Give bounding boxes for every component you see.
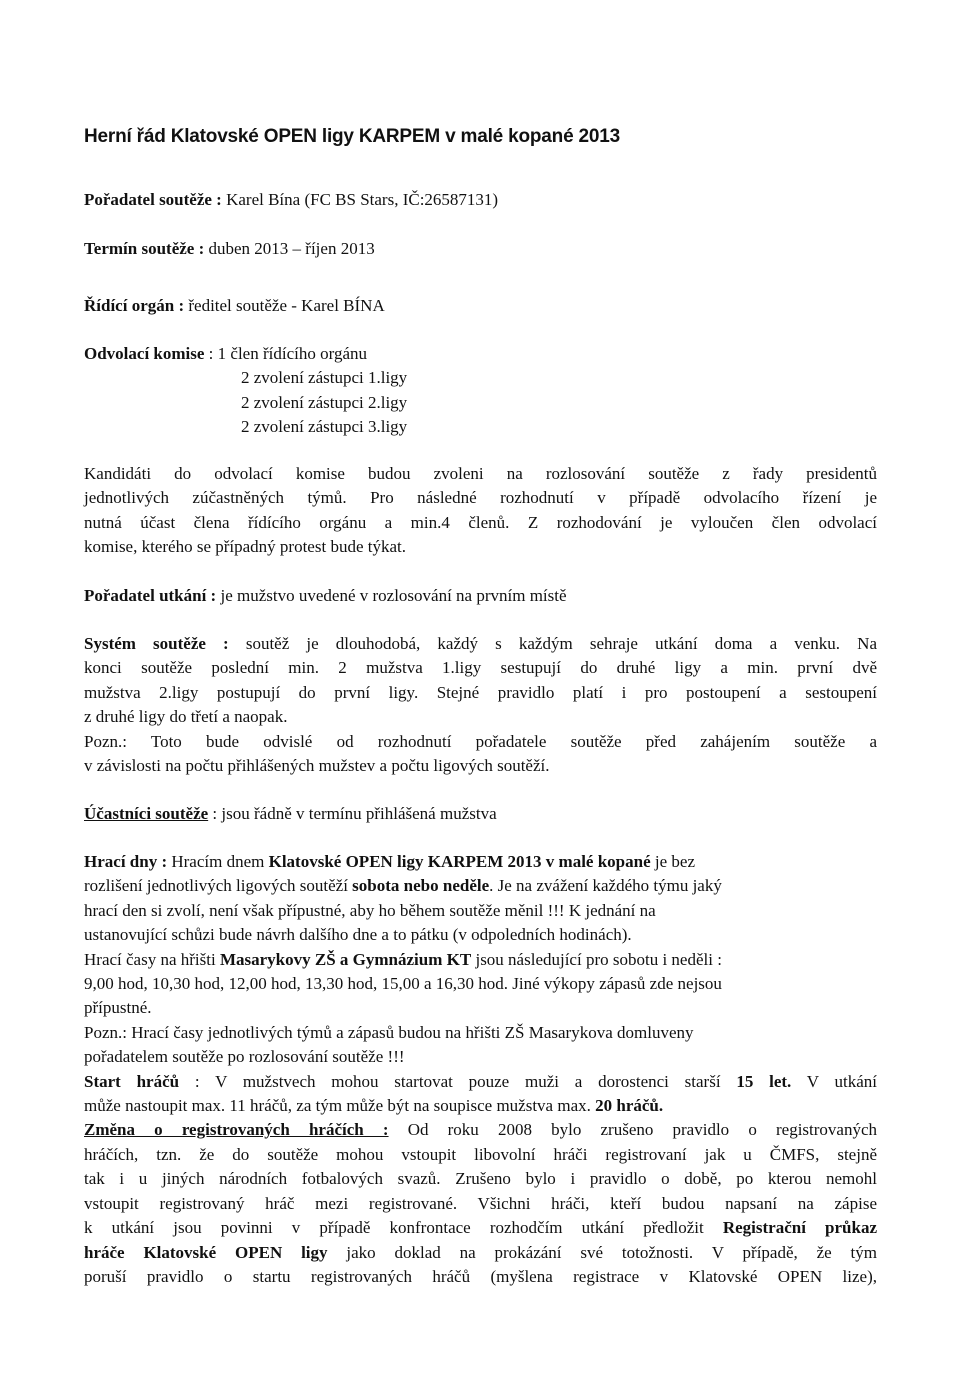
play-times-text: jsou následující pro sobotu i neděli :: [471, 949, 722, 969]
players-max: 20 hráčů.: [595, 1096, 664, 1116]
registered-text: k utkání jsou povinni v případě konfrontace rozhodčím utkání předložit: [84, 1218, 723, 1238]
registration-card: Registrační průkaz: [722, 1218, 878, 1238]
term-line: [84, 237, 877, 261]
play-days-text: . Je na zvážení každého týmu jaký: [489, 876, 722, 896]
paragraph-line: jednotlivých zúčastněných týmů. Pro následné rozhodnutí v případě odvolacího řízení je: [84, 488, 877, 508]
paragraph-line: konci soutěže poslední min. 2 mužstva 1.ligy sestupují do druhé ligy a min. první dvě: [84, 658, 877, 678]
play-days-bold: sobota nebo neděle: [352, 876, 490, 896]
play-days-text: Hracím dnem: [167, 852, 269, 871]
match-organizer-line: [84, 584, 877, 608]
paragraph-line: z druhé ligy do třetí a naopak.: [84, 707, 288, 727]
participants-line: [84, 802, 877, 826]
paragraph-line: hrací den si zvolí, není však přípustné, aby ho během soutěže měnil !!! K jednání na: [84, 900, 656, 920]
governing-body-line: [84, 294, 877, 318]
governing-body-value: ředitel soutěže - Karel BÍNA: [184, 296, 385, 315]
league-name: Klatovské OPEN ligy KARPEM 2013 v malé kopané: [268, 852, 651, 871]
system-text: soutěž je dlouhodobá, každý s každým sehraje utkání doma a venku. Na: [228, 634, 878, 653]
organizer-label: Pořadatel soutěže :: [84, 190, 222, 209]
paragraph-line: komise, kterého se případný protest bude týkat.: [84, 537, 406, 557]
appeals-value: : 1 člen řídícího orgánu: [204, 344, 367, 363]
venue-name: Gymnázium KT: [352, 949, 472, 969]
appeals-rep: 2 zvolení zástupci 1.ligy: [241, 368, 408, 388]
appeals-rep: 2 zvolení zástupci 2.ligy: [241, 392, 408, 412]
governing-body-label: Řídící orgán :: [84, 296, 185, 315]
paragraph-line: ustanovující schůzi bude návrh dalšího dne a to pátku (v odpoledních hodinách).: [84, 925, 632, 945]
play-days-label: Hrací dny :: [84, 852, 168, 871]
registered-label: Změna o registrovaných hráčích :: [84, 1120, 389, 1140]
paragraph-line: Kandidáti do odvolací komise budou zvoleni na rozlosování soutěže z řady presidentů: [84, 464, 877, 483]
term-label: Termín soutěže :: [84, 239, 205, 258]
system-label: Systém soutěže :: [84, 634, 229, 653]
system-section: [84, 632, 877, 778]
note-line: v závislosti na počtu přihlášených mužstev a počtu ligových soutěží.: [84, 756, 550, 776]
document-title: Herní řád Klatovské OPEN ligy KARPEM v malé kopané 2013: [84, 126, 620, 147]
appeals-label: Odvolací komise: [84, 344, 205, 363]
registered-text: Od roku 2008 bylo zrušeno pravidlo o registrovaných: [388, 1120, 878, 1140]
players-start-text: : V mužstvech mohou startovat pouze muži a dorostenci starší: [179, 1071, 737, 1091]
players-age: 15 let.: [736, 1071, 792, 1091]
match-organizer-value: je mužstvo uvedené v rozlosování na prvním místě: [216, 586, 567, 605]
registered-text: jako doklad na prokázání své totožnosti. V případě, že tým: [327, 1242, 877, 1262]
players-start-label: Start hráčů: [84, 1071, 180, 1091]
paragraph-line: mužstva 2.ligy postupují do první ligy. Stejné pravidlo platí i pro postoupení a sestoupení: [84, 682, 877, 702]
venue-name: Masarykovy ZŠ a: [219, 949, 349, 969]
paragraph-line: nutná účast člena řídícího orgánu a min.4 členů. Z rozhodování je vyloučen člen odvolací: [84, 512, 877, 532]
organizer-value: Karel Bína (FC BS Stars, IČ:26587131): [221, 190, 499, 209]
paragraph-line: poruší pravidlo o startu registrovaných hráčů (myšlena registrace v Klatovské OPEN lize),: [84, 1266, 877, 1286]
paragraph-line: pořadatelem soutěže po rozlosování soutěže !!!: [84, 1047, 405, 1067]
match-organizer-label: Pořadatel utkání :: [84, 586, 217, 605]
participants-value: : jsou řádně v termínu přihlášená mužstva: [208, 804, 497, 823]
appeals-rep: 2 zvolení zástupci 3.ligy: [241, 417, 408, 437]
participants-label: Účastníci soutěže: [84, 804, 209, 823]
paragraph-line: hráčích, tzn. že do soutěže mohou vstoupit libovolní hráči registrovaní jak u ČMFS, stejně: [84, 1144, 877, 1164]
appeals-section: [84, 342, 877, 440]
organizer-line: [84, 188, 877, 212]
paragraph-line: 9,00 hod, 10,30 hod, 12,00 hod, 13,30 hod, 15,00 a 16,30 hod. Jiné výkopy zápasů zde nejsou: [84, 974, 722, 994]
paragraph-line: Pozn.: Hrací časy jednotlivých týmů a zápasů budou na hřišti ZŠ Masarykova domluveny: [84, 1022, 694, 1042]
candidates-paragraph: [84, 462, 877, 560]
paragraph-line: tak i u jiných národních fotbalových svazů. Zrušeno bylo i pravidlo o době, po kterou nemohl: [84, 1169, 877, 1189]
play-days-text: je bez: [650, 852, 695, 871]
registration-card: hráče Klatovské OPEN ligy: [84, 1242, 328, 1262]
note-line: Pozn.: Toto bude odvislé od rozhodnutí pořadatele soutěže před zahájením soutěže a: [84, 731, 877, 751]
play-times-text: Hrací časy na hřišti: [84, 949, 220, 969]
play-days-text: rozlišení jednotlivých ligových soutěží: [84, 876, 353, 896]
play-days-section: [84, 850, 877, 1289]
players-start-text: může nastoupit max. 11 hráčů, za tým může být na soupisce mužstva max.: [84, 1096, 596, 1116]
players-start-text: V utkání: [791, 1071, 878, 1091]
paragraph-line: přípustné.: [84, 998, 152, 1018]
paragraph-line: vstoupit registrovaný hráč mezi registrované. Všichni hráči, kteří budou napsaní na zápise: [84, 1193, 877, 1213]
term-value: duben 2013 – říjen 2013: [204, 239, 375, 258]
